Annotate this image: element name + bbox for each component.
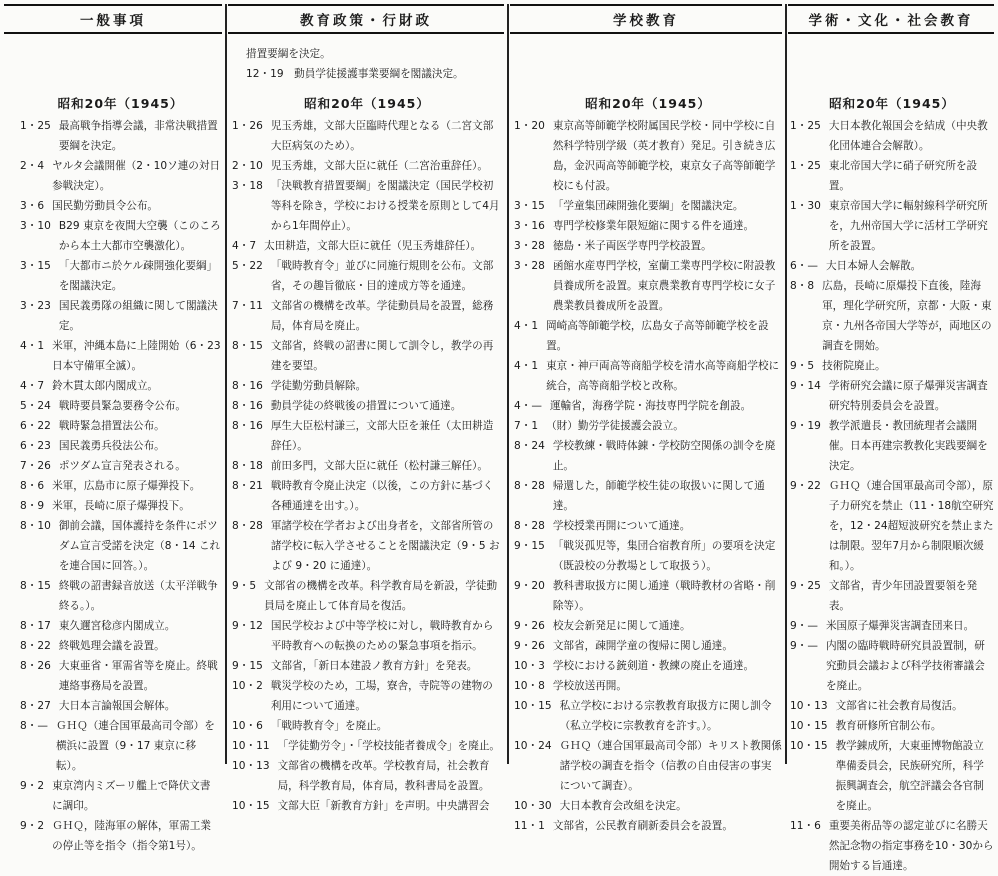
entry-text: 東京湾内ミズーリ艦上で降伏文書に調印。	[52, 780, 211, 812]
entry-text: 鈴木貫太郎内閣成立。	[52, 380, 159, 392]
entry-text: 学術研究会議に原子爆弾災害調査研究特別委員会を設置。	[828, 380, 988, 412]
timeline-entry	[514, 676, 782, 696]
entry-date: 3・15	[514, 200, 545, 212]
year-heading: 昭和20年（1945）	[585, 96, 711, 111]
entry-text: ヤルタ会議開催（2・10ソ連の対日参戦決定）。	[52, 160, 221, 192]
entry-text: 文部省，青少年団設置要領を発表。	[828, 580, 978, 612]
entry-text: 戦時緊急措置法公布。	[58, 420, 165, 432]
entry-text: 東京高等師範学校附属国民学校・同中学校に自然科学特別学級（英才教育）発足。引き続き広島，金沢両高等師範学校，東京女子高等師範学校にも付設。	[552, 120, 776, 192]
entry-text: 東京・神戸両高等商船学校を清水高等商船学校に統合，高等商船学校と改称。	[546, 360, 780, 392]
timeline-entry	[20, 436, 221, 456]
entry-date: 9・5	[232, 580, 257, 592]
timeline-entry	[790, 696, 994, 716]
column-divider	[507, 4, 509, 764]
timeline-entry	[232, 376, 502, 396]
timeline-entry	[790, 416, 994, 476]
timeline-entry	[20, 636, 221, 656]
timeline-entry	[232, 156, 502, 176]
timeline-entry	[232, 256, 502, 296]
entry-date: 9・15	[514, 540, 545, 552]
header-general: 一般事項	[4, 4, 222, 34]
entry-text: 文部省の機構を改革。学校教育局，社会教育局，科学教育局，体育局，教科書局を設置。	[277, 760, 490, 792]
entry-text: 学校授業再開について通達。	[552, 520, 691, 532]
entry-date: 3・16	[514, 220, 545, 232]
timeline-entry	[232, 236, 502, 256]
timeline-entry	[20, 376, 221, 396]
entry-text: 米軍，長崎に原子爆弾投下。	[52, 500, 190, 512]
entry-date: 4・—	[514, 400, 542, 412]
timeline-entry	[790, 356, 994, 376]
timeline-entry	[232, 716, 502, 736]
entry-date: 9・22	[790, 480, 821, 492]
timeline-entry	[232, 336, 502, 376]
timeline-entry	[514, 396, 782, 416]
entry-date: 9・20	[514, 580, 545, 592]
timeline-entry	[20, 336, 221, 376]
timeline-entry	[20, 296, 221, 336]
timeline-entry	[232, 796, 502, 816]
entry-date: 5・24	[20, 400, 51, 412]
timeline-entry	[20, 696, 221, 716]
entry-text: 教科書取扱方に関し通達（戦時教材の省略・削除等）。	[552, 580, 776, 612]
entry-date: 9・5	[790, 360, 815, 372]
entry-date: 6・—	[790, 260, 818, 272]
timeline-entry	[514, 196, 782, 216]
entry-date: 9・2	[20, 820, 45, 832]
column-divider	[225, 4, 227, 764]
entry-date: 9・15	[232, 660, 263, 672]
timeline-entry	[232, 516, 502, 576]
timeline-entry	[20, 396, 221, 416]
timeline-entry	[790, 636, 994, 696]
entry-date: 11・1	[514, 820, 545, 832]
timeline-entry	[20, 196, 221, 216]
entry-text: 御前会議，国体護持を条件にポツダム宣言受諾を決定（8・14 これを連合国に回答。）。	[58, 520, 221, 572]
entry-text: 最高戦争指導会議，非常決戦措置要綱を決定。	[58, 120, 218, 152]
timeline-entry	[20, 116, 221, 156]
timeline-entry	[20, 716, 221, 776]
entry-text: 教学派遣長・教団統理者会議開催。日本再建宗教教化実践要綱を決定。	[828, 420, 988, 472]
entry-date: 6・22	[20, 420, 51, 432]
entry-date: 4・1	[514, 320, 539, 332]
entry-date: 9・—	[790, 620, 818, 632]
entry-text: 文部省，「新日本建設ノ教育方針」を発表。	[270, 660, 478, 672]
entry-date: 1・25	[790, 160, 821, 172]
timeline-entry	[20, 456, 221, 476]
entry-date: 8・26	[20, 660, 51, 672]
timeline-entry	[20, 516, 221, 576]
entry-text: 文部省に社会教育局復活。	[835, 700, 963, 712]
entry-text: 教学錬成所，大東亜博物館設立準備委員会，民族研究所，科学振興調査会，航空評議会各官制を廃止。	[835, 740, 984, 812]
column-header-bar	[0, 0, 998, 40]
entry-text: 「決戦教育措置要綱」を閣議決定（国民学校初等科を除き，学校における授業を原則として4月から1年間停止）。	[270, 180, 500, 232]
entry-text: ポツダム宣言発表される。	[58, 460, 186, 472]
timeline-entry	[20, 576, 221, 616]
entry-date: 5・22	[232, 260, 263, 272]
entry-date: 8・—	[20, 720, 48, 732]
entry-date: 1・25	[790, 120, 821, 132]
column-divider	[785, 4, 787, 764]
timeline-entry	[20, 416, 221, 436]
timeline-entry	[232, 656, 502, 676]
entry-text: 学校教練・戦時体錬・学校防空関係の訓令を廃止。	[552, 440, 776, 472]
entry-text: 校友会新発足に関して通達。	[552, 620, 691, 632]
year-heading: 昭和20年（1945）	[829, 96, 955, 111]
entry-text: 軍諸学校在学者および出身者を，文部省所管の諸学校に転入学させることを閣議決定（9・5 および 9・20 に通達）。	[270, 520, 500, 572]
entry-date: 8・16	[232, 400, 263, 412]
entry-text: 大東亜省・軍需省等を廃止。終戦連絡事務局を設置。	[58, 660, 218, 692]
entry-date: 3・28	[514, 260, 545, 272]
entry-date: 8・28	[514, 520, 545, 532]
column-culture	[790, 44, 994, 872]
entry-text: 厚生大臣松村謙三，文部大臣を兼任（太田耕造辞任）。	[270, 420, 494, 452]
entry-text: 終戦の詔書録音放送（太平洋戦争終る。）。	[58, 580, 218, 612]
entry-date: 1・26	[232, 120, 263, 132]
entry-date: 8・8	[790, 280, 815, 292]
timeline-entry	[514, 436, 782, 476]
entry-date: 3・18	[232, 180, 263, 192]
header-culture: 学術・文化・社会教育	[788, 4, 994, 34]
entry-date: 7・26	[20, 460, 51, 472]
entry-text: 「大都市ニ於ケル疎開強化要綱」を閣議決定。	[58, 260, 218, 292]
entry-text: 大日本言論報国会解体。	[58, 700, 176, 712]
timeline-entry	[232, 456, 502, 476]
timeline-entry	[232, 176, 502, 236]
timeline-entry	[232, 756, 502, 796]
entry-text: 米軍，広島市に原子爆弾投下。	[52, 480, 201, 492]
entry-text: 「学童集団疎開強化要綱」を閣議決定。	[552, 200, 744, 212]
timeline-entry	[232, 416, 502, 456]
header-school: 学校教育	[510, 4, 782, 34]
timeline-entry	[514, 536, 782, 576]
entry-date: 8・17	[20, 620, 51, 632]
entry-text: 終戦処理会議を設置。	[58, 640, 165, 652]
entry-date: 9・19	[790, 420, 821, 432]
timeline-entry	[232, 296, 502, 336]
timeline-entry	[514, 636, 782, 656]
entry-date: 7・11	[232, 300, 263, 312]
timeline-entry	[514, 616, 782, 636]
entry-date: 10・15	[232, 800, 270, 812]
entry-text: 「戦災孤児等，集団合宿教育所」の要項を決定（既設校の分教場として取扱う）。	[552, 540, 776, 572]
entry-date: 8・15	[20, 580, 51, 592]
entry-text: 東北帝国大学に硝子研究所を設置。	[828, 160, 978, 192]
timeline-entry	[790, 376, 994, 416]
entry-text: 重要美術品等の認定並びに名勝天然記念物の指定事務を10・30から開始する旨通達。	[828, 820, 994, 872]
entry-date: 8・16	[232, 380, 263, 392]
timeline-entry	[514, 356, 782, 396]
entry-date: 8・18	[232, 460, 263, 472]
timeline-entry	[20, 156, 221, 196]
entry-date: 3・10	[20, 220, 51, 232]
timeline-entry	[232, 396, 502, 416]
timeline-entry	[790, 256, 994, 276]
timeline-entry	[20, 256, 221, 296]
timeline-entry	[20, 656, 221, 696]
entry-date: 10・24	[514, 740, 552, 752]
entry-date: 10・13	[790, 700, 828, 712]
entry-text: 運輸省，海務学院・海技専門学院を創設。	[549, 400, 752, 412]
timeline-entry	[790, 816, 994, 876]
entry-text: 学校放送再開。	[552, 680, 627, 692]
entry-text: 戦災学校のため，工場，寮舎，寺院等の建物の利用について通達。	[270, 680, 493, 712]
entry-text: 国民勤労動員令公布。	[52, 200, 159, 212]
timeline-entry	[20, 816, 221, 856]
entry-date: 1・25	[20, 120, 51, 132]
timeline-entry	[790, 156, 994, 196]
entry-date: 8・27	[20, 700, 51, 712]
timeline-entry	[514, 316, 782, 356]
entry-text: 「戦時教育令」を廃止。	[270, 720, 388, 732]
entry-date: 8・22	[20, 640, 51, 652]
timeline-entry	[790, 276, 994, 356]
entry-date: 1・20	[514, 120, 545, 132]
entry-date: 10・15	[790, 720, 828, 732]
entry-date: 4・1	[514, 360, 539, 372]
timeline-entry	[514, 256, 782, 316]
entry-text: 広島，長崎に原爆投下直後，陸海軍，理化学研究所，京都・大阪・東京・九州各帝国大学等が，両地区の調査を開始。	[822, 280, 992, 352]
entry-date: 10・2	[232, 680, 263, 692]
entry-text: 大日本婦人会解散。	[825, 260, 922, 272]
entry-date: 9・25	[790, 580, 821, 592]
entry-text: 動員学徒の終戦後の措置について通達。	[270, 400, 462, 412]
entry-text: 児玉秀雄，文部大臣に就任（二宮治重辞任）。	[270, 160, 488, 172]
entry-text: 大日本教育会改組を決定。	[559, 800, 687, 812]
entry-text: 東京帝国大学に輻射線科学研究所を，九州帝国大学に活材工学研究所を設置。	[828, 200, 988, 252]
timeline-entry	[514, 116, 782, 196]
timeline-entry	[232, 116, 502, 156]
entry-text: 「学徒勤労令」・「学校技能者養成令」を廃止。	[277, 740, 501, 752]
timeline-entry	[232, 676, 502, 716]
entry-date: 6・23	[20, 440, 51, 452]
timeline-entry	[232, 576, 502, 616]
entry-date: 8・6	[20, 480, 45, 492]
timeline-entry	[514, 816, 782, 836]
timeline-entry	[790, 196, 994, 256]
timeline-entry	[790, 736, 994, 816]
entry-date: 10・6	[232, 720, 263, 732]
timeline-entry	[514, 416, 782, 436]
entry-text: ＧＨＱ（連合国軍最高司令部）を横浜に設置（9・17 東京に移転）。	[55, 720, 215, 772]
entry-text: 文部省の機構を改革。科学教育局を新設，学徒動員局を廃止して体育局を復活。	[264, 580, 498, 612]
entry-text: 函館水産専門学校，室蘭工業専門学校に附設教員養成所を設置。東京農業教育専門学校に女子農業教員養成所を設置。	[552, 260, 776, 312]
entry-date: 4・7	[232, 240, 257, 252]
entry-text: 文部省，終戦の詔書に関して訓令し，教学の再建を要望。	[270, 340, 494, 372]
entry-text: 戦時要員緊急要務令公布。	[58, 400, 186, 412]
entry-text: 米国原子爆弾災害調査団来日。	[825, 620, 975, 632]
entry-text: 米軍，沖縄本島に上陸開始（6・23 日本守備軍全滅）。	[52, 340, 221, 372]
entry-text: 教育研修所官制公布。	[835, 720, 942, 732]
continued-entry: 12・19 動員学徒援護事業要綱を閣議決定。	[246, 68, 464, 80]
timeline-entry	[514, 236, 782, 256]
timeline-entry	[20, 476, 221, 496]
entry-date: 9・14	[790, 380, 821, 392]
entry-text: 技術院廃止。	[822, 360, 886, 372]
entry-text: 国民学校および中等学校に対し，戦時教育から平時教育への転換のための緊急事項を指示。	[270, 620, 494, 652]
entry-date: 3・6	[20, 200, 45, 212]
entry-date: 3・15	[20, 260, 51, 272]
entry-text: 東久邇宮稔彦内閣成立。	[58, 620, 176, 632]
timeline-entry	[514, 796, 782, 816]
entry-date: 9・26	[514, 620, 545, 632]
entry-text: 私立学校における宗教教育取扱方に関し訓令（私立学校に宗教教育を許す。）。	[559, 700, 772, 732]
entry-text: 学校における銃剣道・教練の廃止を通達。	[552, 660, 755, 672]
year-heading: 昭和20年（1945）	[57, 96, 184, 111]
timeline-entry	[20, 496, 221, 516]
entry-text: 大日本教化報国会を結成（中央教化団体連合会解散）。	[828, 120, 988, 152]
entry-text: 児玉秀雄，文部大臣臨時代理となる（二宮文部大臣病気のため）。	[270, 120, 494, 152]
entry-date: 8・10	[20, 520, 51, 532]
timeline-entry	[232, 736, 502, 756]
entry-date: 10・8	[514, 680, 545, 692]
entry-date: 3・23	[20, 300, 51, 312]
entry-date: 2・10	[232, 160, 263, 172]
timeline-entry	[20, 216, 221, 256]
entry-text: 専門学校修業年限短縮に関する件を通達。	[552, 220, 755, 232]
entry-date: 10・11	[232, 740, 270, 752]
timeline-entry	[790, 576, 994, 616]
entry-text: 岡崎高等師範学校，広島女子高等師範学校を設置。	[546, 320, 769, 352]
entry-text: 国民義勇隊の組織に関して閣議決定。	[58, 300, 218, 332]
timeline-entry	[790, 476, 994, 576]
entry-date: 1・30	[790, 200, 821, 212]
entry-date: 7・1	[514, 420, 539, 432]
entry-date: 8・28	[514, 480, 545, 492]
timeline-entry	[790, 616, 994, 636]
entry-date: 10・30	[514, 800, 552, 812]
entry-text: 学徒勤労動員解除。	[270, 380, 367, 392]
entry-date: 10・3	[514, 660, 545, 672]
timeline-entry	[790, 716, 994, 736]
entry-text: 「戦時教育令」並びに同施行規則を公布。文部省，その趣旨徹底・目的達成方等を通達。	[270, 260, 494, 292]
entry-text: B29 東京を夜間大空襲（このころから本土大都市空襲激化）。	[58, 220, 221, 252]
timeline-entry	[514, 516, 782, 536]
entry-text: 文部大臣「新教育方針」を声明。中央講習会	[277, 800, 490, 812]
timeline-entry	[514, 216, 782, 236]
year-heading: 昭和20年（1945）	[304, 96, 430, 111]
timeline-entry	[514, 736, 782, 796]
entry-text: ＧＨＱ（連合国軍最高司令部），原子力研究を禁止（11・18航空研究を，12・24超短波研究を禁止または制限。翌年7月から制限順次緩和。）。	[828, 480, 994, 572]
column-school	[514, 44, 782, 832]
entry-text: 帰還した，師範学校生徒の取扱いに関して通達。	[552, 480, 765, 512]
timeline-entry	[232, 616, 502, 656]
entry-text: 国民義勇兵役法公布。	[58, 440, 165, 452]
entry-date: 10・15	[790, 740, 828, 752]
entry-date: 9・2	[20, 780, 45, 792]
timeline-entry	[20, 616, 221, 636]
timeline-entry	[20, 776, 221, 816]
entry-date: 10・15	[514, 700, 552, 712]
entry-text: （財）勤労学徒援護会設立。	[546, 420, 684, 432]
entry-text: 徳島・米子両医学専門学校設置。	[552, 240, 712, 252]
entry-date: 9・26	[514, 640, 545, 652]
column-general	[20, 44, 221, 852]
entry-date: 11・6	[790, 820, 821, 832]
entry-date: 4・7	[20, 380, 45, 392]
entry-date: 8・15	[232, 340, 263, 352]
entry-date: 10・13	[232, 760, 270, 772]
entry-date: 8・24	[514, 440, 545, 452]
header-policy: 教育政策・行財政	[228, 4, 504, 34]
entry-text: 文部省，疎開学童の復帰に関し通達。	[552, 640, 733, 652]
entry-date: 8・16	[232, 420, 263, 432]
timeline-entry	[514, 696, 782, 736]
timeline-entry	[514, 476, 782, 516]
entry-date: 8・21	[232, 480, 263, 492]
entry-date: 9・—	[790, 640, 818, 652]
column-policy	[232, 44, 502, 812]
entry-date: 9・12	[232, 620, 263, 632]
entry-date: 8・9	[20, 500, 45, 512]
entry-text: ＧＨＱ，陸海軍の解体，軍需工業の停止等を指令（指令第1号）。	[52, 820, 211, 852]
entry-date: 4・1	[20, 340, 45, 352]
timeline-entry	[790, 116, 994, 156]
entry-date: 2・4	[20, 160, 45, 172]
timeline-entry	[514, 576, 782, 616]
entry-text: 前田多門，文部大臣に就任（松村謙三解任）。	[270, 460, 488, 472]
timeline-entry	[232, 476, 502, 516]
entry-text: 太田耕造，文部大臣に就任（児玉秀雄辞任）。	[264, 240, 482, 252]
entry-date: 3・28	[514, 240, 545, 252]
entry-text: 文部省，公民教育刷新委員会を設置。	[552, 820, 733, 832]
timeline-entry	[514, 656, 782, 676]
entry-date: 8・28	[232, 520, 263, 532]
entry-text: ＧＨＱ（連合国軍最高司令部）キリスト教関係諸学校の調査を指令（信教の自由侵害の事実について調査）。	[559, 740, 782, 792]
entry-text: 内閣の臨時戦時研究員設置制，研究動員会議および科学技術審議会を廃止。	[825, 640, 985, 692]
continued-entry: 措置要綱を決定。	[246, 48, 331, 60]
entry-text: 文部省の機構を改革。学徒動員局を設置，総務局，体育局を廃止。	[270, 300, 494, 332]
entry-text: 戦時教育令廃止決定（以後，この方針に基づく各種通達を出す。）。	[270, 480, 494, 512]
